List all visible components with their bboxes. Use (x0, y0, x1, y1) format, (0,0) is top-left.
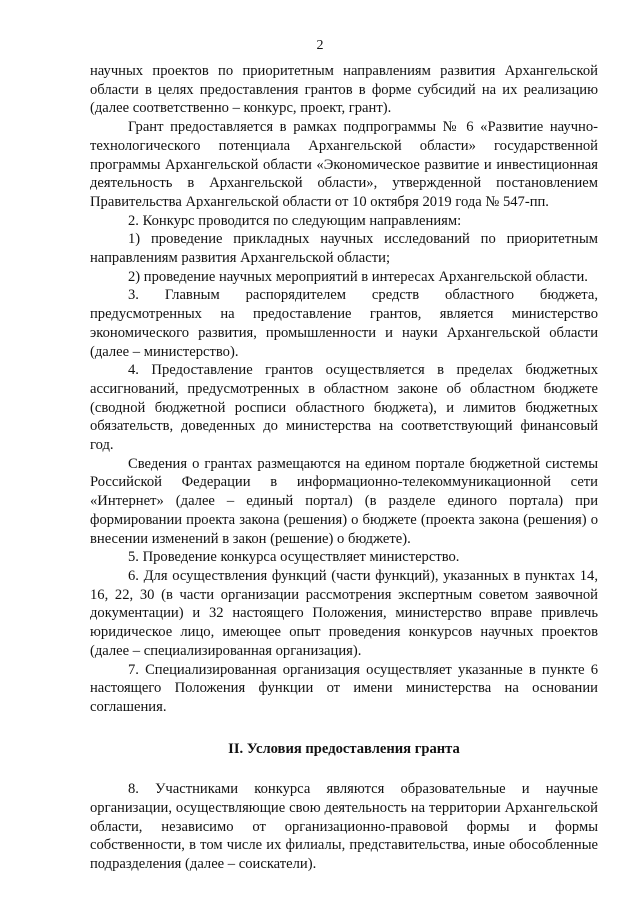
paragraph-item-3: 3. Главным распорядителем средств областного бюджета, предусмотренных на предоставление грантов, является министерство экономического развития, промышленности и науки Архангельской области (далее – министерство). (90, 287, 598, 360)
paragraph-item-2-1: 1) проведение прикладных научных исследований по приоритетным направлениям развития Архангельской области; (90, 231, 598, 267)
page-number: 2 (316, 38, 324, 53)
document-body (90, 62, 598, 874)
paragraph-item-5: 5. Проведение конкурса осуществляет министерство. (128, 549, 460, 566)
paragraph-continuation: научных проектов по приоритетным направлениям развития Архангельской области в целях предоставления грантов в форме субсидий на их реализацию (далее соответственно – конкурс, проект, грант). (90, 63, 598, 117)
paragraph-item-6: 6. Для осуществления функций (части функций), указанных в пунктах 14, 16, 22, 30 (в части организации рассмотрения экспертным советом заявочной документации) и 32 настоящего Положения, министерство вправе привлечь юридическое лицо, имеющее опыт проведения конкурсов научных проектов (далее – специализированная организация). (90, 567, 598, 659)
paragraph-grant-program: Грант предоставляется в рамках подпрограммы № 6 «Развитие научно-технологического потенциала Архангельской области» государственной программы Архангельской области «Экономическое развитие и инвестиционная деятельность в Архангельской области», утвержденной постановлением Правительства Архангельской области от 10 октября 2019 года № 547-пп. (90, 119, 598, 210)
paragraph-item-8: 8. Участниками конкурса являются образовательные и научные организации, осуществляющие свою деятельность на территории Архангельской области, независимо от организационно-правовой формы и формы собственности, в том числе их филиалы, представительства, иные обособленные подразделения (далее – соискатели). (90, 781, 598, 873)
section-heading: II. Условия предоставления гранта (228, 740, 460, 757)
paragraph-grant-info: Сведения о грантах размещаются на едином портале бюджетной системы Российской Федерации в информационно-телекоммуникационной сети «Интернет» (далее – единый портал) (в разделе единого портала) при формировании проекта закона (решения) о бюджете (проекта закона (решения) о внесении изменений в закон (решение) о бюджете). (90, 455, 598, 547)
paragraph-item-2: 2. Конкурс проводится по следующим направлениям: (128, 212, 462, 229)
paragraph-item-7: 7. Специализированная организация осуществляет указанные в пункте 6 настоящего Положения функции от имени министерства на основании соглашения. (90, 661, 598, 715)
paragraph-item-4: 4. Предоставление грантов осуществляется в пределах бюджетных ассигнований, предусмотренных в областном законе об областном бюджете (сводной бюджетной росписи областного бюджета), и лимитов бюджетных обязательств, доведенных до министерства на соответствующий финансовый год. (90, 362, 598, 454)
paragraph-item-2-2: 2) проведение научных мероприятий в интересах Архангельской области. (128, 268, 588, 285)
